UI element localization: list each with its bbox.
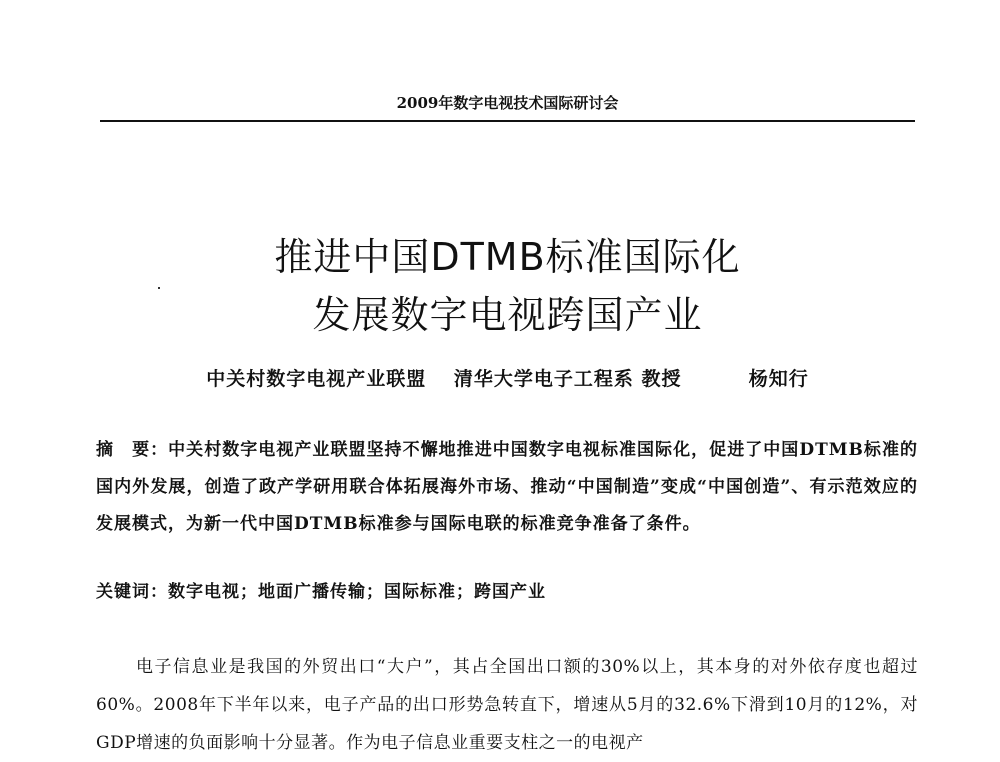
- affiliation-alliance: 中关村数字电视产业联盟: [206, 368, 427, 390]
- abstract-label: 摘 要：: [96, 440, 169, 460]
- author-name: 杨知行: [748, 368, 809, 390]
- keywords-text: 数字电视；地面广播传输；国际标准；跨国产业: [168, 582, 546, 602]
- body-paragraph: 电子信息业是我国的外贸出口“大户”，其占全国出口额的30%以上，其本身的对外依存度也超过60%。2008年下半年以来，电子产品的出口形势急转直下，增速从5月的32.6%下滑到10月的12%，对GDP增速的负面影响十分显著。作为电子信息业重要支柱之一的电视产: [96, 657, 918, 753]
- conference-header: 2009年数字电视技术国际研讨会: [396, 94, 619, 112]
- author-line: [100, 364, 915, 391]
- abstract-text: 中关村数字电视产业联盟坚持不懈地推进中国数字电视标准国际化，促进了中国DTMB标准的国内外发展，创造了政产学研用联合体拓展海外市场、推动“中国制造”变成“中国创造”、有示范效应的发展模式，为新一代中国DTMB标准参与国际电联的标准竞争准备了条件。: [96, 440, 919, 534]
- keywords-label: 关键词：: [96, 582, 168, 602]
- paper-title-line1: 推进中国DTMB标准国际化: [274, 235, 741, 279]
- affiliation-university: 清华大学电子工程系 教授: [453, 368, 682, 390]
- abstract: [96, 432, 918, 543]
- header-rule: [100, 120, 915, 122]
- keywords: [96, 577, 918, 602]
- paper-title-line2: 发展数字电视跨国产业: [312, 293, 703, 337]
